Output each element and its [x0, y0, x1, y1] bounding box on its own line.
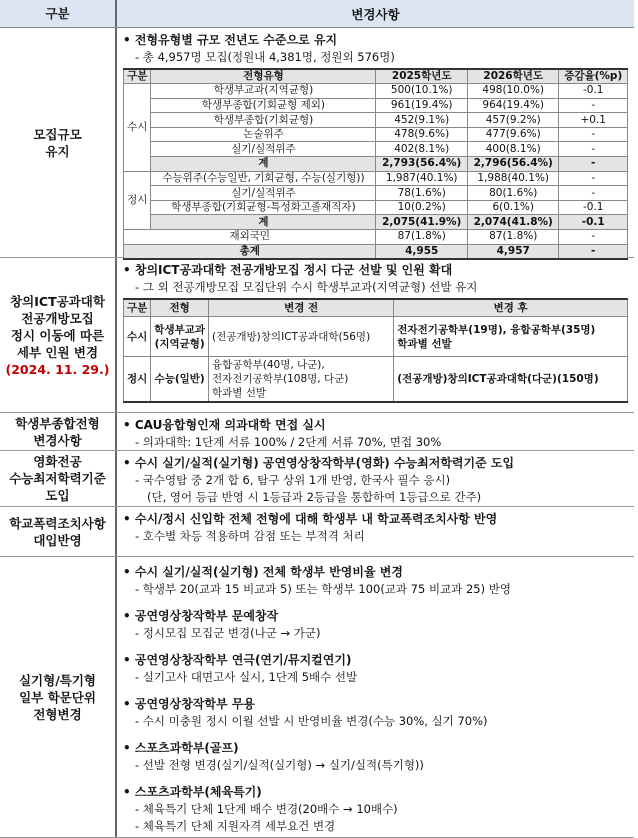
track-line: 수능(일반) — [154, 373, 205, 385]
section-date: (2024. 11. 29.) — [5, 361, 110, 377]
header-category: 구분 — [0, 0, 117, 27]
column-header: 전형유형 — [151, 69, 376, 84]
section-label-line: 수능최저학력기준 — [9, 471, 106, 486]
table-cell: 2,796(56.4%) — [467, 157, 559, 172]
table-cell: - — [559, 171, 628, 186]
ict-change-table — [123, 298, 628, 403]
bullet-item: • 스포츠과학부(체육특기) — [123, 785, 262, 799]
before-cell — [209, 357, 394, 403]
after-cell — [394, 357, 628, 403]
section-label — [0, 413, 117, 450]
table-cell: 78(1.6%) — [376, 186, 468, 201]
bullet-item: • 스포츠과학부(골프) — [123, 741, 239, 755]
section-label-line: 세부 인원 변경 — [16, 344, 99, 360]
table-cell: 477(9.6%) — [467, 127, 559, 142]
bullet-item: • 창의ICT공과대학 전공개방모집 정시 다군 선발 및 인원 확대 — [123, 263, 453, 277]
spacer — [123, 730, 628, 739]
section-label-line: 도입 — [45, 488, 70, 503]
group-label: 수시 — [124, 84, 151, 172]
table-cell: 2,793(56.4%) — [376, 157, 468, 172]
section-label-line: 학생부종합전형 — [15, 415, 100, 431]
after-cell — [394, 317, 628, 357]
section-label-line: 모집규모 — [33, 126, 82, 142]
table-row — [124, 113, 628, 128]
table-cell: - — [559, 157, 628, 172]
spacer — [123, 774, 628, 783]
table-row — [124, 230, 628, 245]
bullet-item: • 공연영상창작학부 연극(연기/뮤지컬연기) — [123, 653, 352, 667]
quota-table — [123, 68, 628, 260]
table-row — [124, 84, 628, 99]
table-cell: 계 — [151, 157, 376, 172]
section-content — [117, 258, 634, 412]
column-header: 구분 — [124, 299, 151, 317]
sub-item: - 체육특기 단체 지원자격 세부요건 변경 — [135, 819, 336, 833]
before-line: 학과별 선발 — [212, 387, 267, 399]
table-cell: 총계 — [124, 244, 376, 259]
table-row — [124, 317, 628, 357]
table-cell: +0.1 — [559, 113, 628, 128]
spacer — [123, 598, 628, 607]
table-cell: 논술위주 — [151, 127, 376, 142]
table-cell: 80(1.6%) — [467, 186, 559, 201]
table-cell: - — [559, 230, 628, 245]
section-row — [0, 507, 634, 557]
sub-item: - 총 4,957명 모집(정원내 4,381명, 정원외 576명) — [135, 50, 395, 64]
section-label-line: 정시 이동에 따른 — [10, 327, 105, 343]
section-content — [117, 413, 634, 450]
table-cell: 실기/실적위주 — [151, 186, 376, 201]
section-label-line: 대입반영 — [33, 532, 82, 548]
table-cell: 402(8.1%) — [376, 142, 468, 157]
sub-item: - 수시 미충원 정시 이월 선발 시 반영비율 변경(수능 30%, 실기 70%) — [135, 714, 488, 728]
table-cell: 87(1.8%) — [376, 230, 468, 245]
sub-item: - 학생부 20(교과 15 비교과 5) 또는 학생부 100(교과 75 비교과 25) 반영 — [135, 582, 511, 596]
column-header: 변경 후 — [394, 299, 628, 317]
table-cell: 계 — [151, 215, 376, 230]
table-row — [124, 357, 628, 403]
table-cell: -0.1 — [559, 84, 628, 99]
table-cell: 실기/실적위주 — [151, 142, 376, 157]
table-cell: 452(9.1%) — [376, 113, 468, 128]
before-line: 융합공학부(40명, 나군), — [212, 359, 325, 371]
section-label-line: 영화전공 — [33, 454, 82, 469]
table-cell: 10(0.2%) — [376, 200, 468, 215]
section-row — [0, 28, 634, 258]
table-cell: 4,957 — [467, 244, 559, 259]
table-cell: 1,987(40.1%) — [376, 171, 468, 186]
sub-item: - 실기고사 대면고사 실시, 1단계 5배수 선발 — [135, 670, 358, 684]
table-cell: 학생부종합(기회균형 제외) — [151, 98, 376, 113]
after-line: (전공개방)창의ICT공과대학(다군)(150명) — [397, 373, 599, 385]
table-cell: 457(9.2%) — [467, 113, 559, 128]
section-row — [0, 258, 634, 413]
table-cell: 4,955 — [376, 244, 468, 259]
section-label — [0, 451, 117, 506]
table-cell: 500(10.1%) — [376, 84, 468, 99]
table-cell: 재외국민 — [124, 230, 376, 245]
column-header: 구분 — [124, 69, 151, 84]
column-header: 2025학년도 — [376, 69, 468, 84]
track-line: (지역균형) — [154, 337, 205, 350]
table-row — [124, 157, 628, 172]
section-label-line: 학교폭력조치사항 — [9, 515, 106, 531]
spacer — [123, 642, 628, 651]
section-label-line: 일부 학문단위 — [19, 689, 96, 705]
before-cell — [209, 317, 394, 357]
table-cell: - — [559, 127, 628, 142]
before-line: 전자전기공학부(108명, 다군) — [212, 373, 349, 385]
table-cell: 2,075(41.9%) — [376, 215, 468, 230]
sub-item: (단, 영어 등급 반영 시 1등급과 2등급을 통합하여 1등급으로 간주) — [147, 490, 482, 504]
bullet-item: • 공연영상창작학부 문예창작 — [123, 609, 279, 623]
section-label — [0, 28, 117, 257]
table-row — [124, 244, 628, 259]
table-cell: 961(19.4%) — [376, 98, 468, 113]
table-row — [124, 127, 628, 142]
bullet-item: • 수시 실기/실적(실기형) 전체 학생부 반영비율 변경 — [123, 565, 403, 579]
column-header: 2026학년도 — [467, 69, 559, 84]
group-label: 정시 — [124, 171, 151, 229]
table-cell: -0.1 — [559, 215, 628, 230]
table-cell: 964(19.4%) — [467, 98, 559, 113]
table-cell: 400(8.1%) — [467, 142, 559, 157]
section-label-line: 실기형/특기형 — [18, 672, 97, 688]
column-header: 변경 전 — [209, 299, 394, 317]
bullet-item: • 공연영상창작학부 무용 — [123, 697, 255, 711]
section-content — [117, 507, 634, 556]
admission-type: 수시 — [124, 317, 151, 357]
section-label-line: 유지 — [45, 143, 70, 159]
section-row — [0, 413, 634, 451]
table-cell: 6(0.1%) — [467, 200, 559, 215]
table-cell: - — [559, 244, 628, 259]
table-cell: 2,074(41.8%) — [467, 215, 559, 230]
section-content — [117, 28, 634, 257]
table-cell: -0.1 — [559, 200, 628, 215]
track-cell — [151, 357, 209, 403]
spacer — [123, 686, 628, 695]
table-row — [124, 171, 628, 186]
sub-item: - 호수별 차등 적용하며 감점 또는 부적격 처리 — [135, 529, 365, 543]
column-header: 증감율(%p) — [559, 69, 628, 84]
bullet-item: • 전형유형별 규모 전년도 수준으로 유지 — [123, 33, 338, 47]
table-cell: 498(10.0%) — [467, 84, 559, 99]
section-label-line: 전형변경 — [33, 706, 82, 722]
section-label — [0, 507, 117, 556]
track-cell — [151, 317, 209, 357]
table-row — [124, 98, 628, 113]
section-label — [0, 258, 117, 412]
after-line: 학과별 선발 — [397, 337, 452, 350]
section-label-line: 전공개방모집 — [21, 310, 94, 326]
sub-item: - 체육특기 단체 1단계 배수 변경(20배수 → 10배수) — [135, 802, 398, 816]
table-cell: 1,988(40.1%) — [467, 171, 559, 186]
column-header: 전형 — [151, 299, 209, 317]
table-cell: 학생부교과(지역균형) — [151, 84, 376, 99]
table-cell: 학생부종합(기회균형) — [151, 113, 376, 128]
section-label-line: 창의ICT공과대학 — [10, 293, 105, 309]
sub-item: - 선발 전형 변경(실기/실적(실기형) → 실기/실적(특기형)) — [135, 758, 424, 772]
table-cell: 학생부종합(기회균형-특성화고졸재직자) — [151, 200, 376, 215]
table-cell: - — [559, 98, 628, 113]
table-row — [124, 142, 628, 157]
track-line: 학생부교과 — [154, 323, 206, 336]
table-cell: - — [559, 142, 628, 157]
bullet-item: • CAU융합형인재 의과대학 면접 실시 — [123, 418, 326, 432]
section-row — [0, 451, 634, 507]
section-row — [0, 557, 634, 838]
table-row — [124, 215, 628, 230]
sub-item: - 의과대학: 1단계 서류 100% / 2단계 서류 70%, 면접 30% — [135, 435, 442, 449]
admission-type: 정시 — [124, 357, 151, 403]
after-line: 전자전기공학부(19명), 융합공학부(35명) — [397, 323, 596, 336]
bullet-item: • 수시 실기/실적(실기형) 공연영상창작학부(영화) 수능최저학력기준 도입 — [123, 456, 515, 470]
section-label — [0, 557, 117, 837]
before-line: (전공개방)창의ICT공과대학(56명) — [212, 330, 371, 343]
sub-item: - 그 외 전공개방모집 모집단위 수시 학생부교과(지역균형) 선발 유지 — [135, 280, 478, 294]
table-cell: 478(9.6%) — [376, 127, 468, 142]
table-row — [124, 200, 628, 215]
section-label-line: 변경사항 — [33, 432, 82, 448]
sub-item: - 정시모집 모집군 변경(나군 → 가군) — [135, 626, 321, 640]
table-cell: - — [559, 186, 628, 201]
table-cell: 87(1.8%) — [467, 230, 559, 245]
table-row — [124, 186, 628, 201]
header-changes: 변경사항 — [351, 7, 400, 22]
bullet-item: • 수시/정시 신입학 전체 전형에 대해 학생부 내 학교폭력조치사항 반영 — [123, 512, 498, 526]
header-row — [0, 0, 634, 28]
section-content — [117, 557, 634, 837]
table-cell: 수능위주(수능일반, 기회균형, 수능(실기형)) — [151, 171, 376, 186]
section-content — [117, 451, 634, 506]
sub-item: - 국수영탐 중 2개 합 6, 탐구 상위 1개 반영, 한국사 필수 응시) — [135, 473, 451, 487]
